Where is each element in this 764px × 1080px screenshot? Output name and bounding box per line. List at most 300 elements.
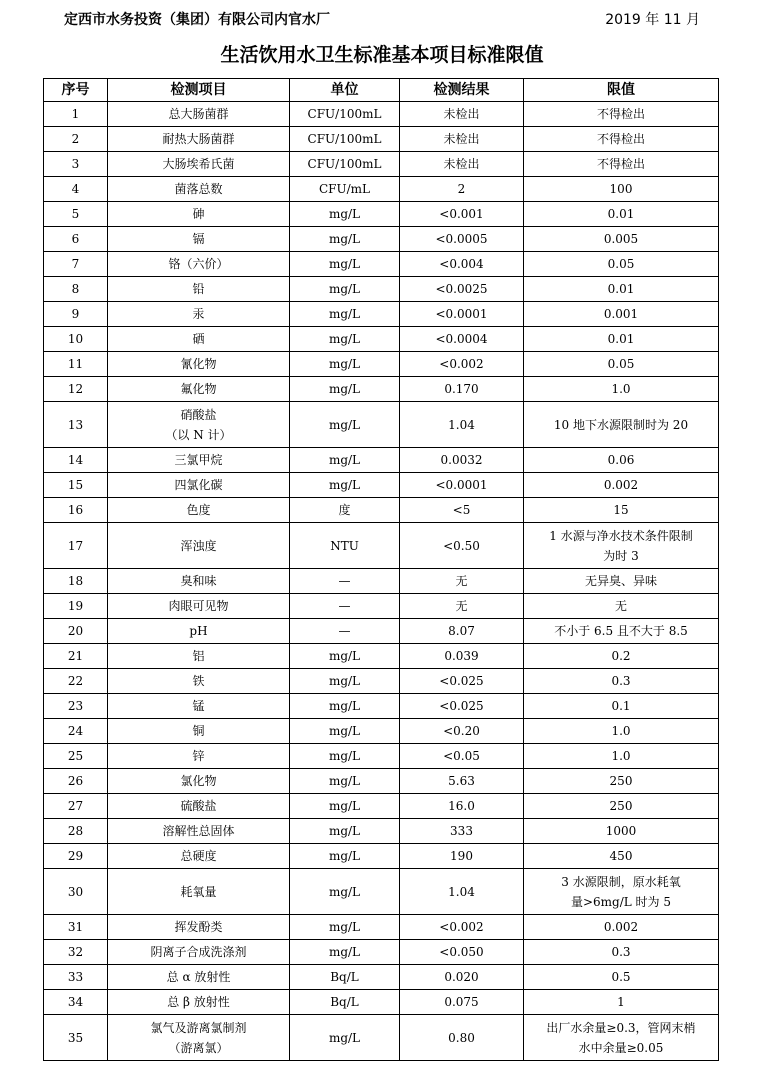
cell-limit-text: 不小于 6.5 且不大于 8.5 <box>554 623 688 638</box>
cell-limit <box>524 769 719 794</box>
cell-item-text: 挥发酚类 <box>174 919 223 934</box>
cell-limit <box>524 869 719 915</box>
cell-result <box>400 844 524 869</box>
cell-unit-text: — <box>338 623 351 638</box>
cell-no <box>44 177 108 202</box>
table-row <box>44 644 719 669</box>
cell-unit <box>290 644 400 669</box>
cell-no-text: 18 <box>67 573 84 588</box>
table-row <box>44 352 719 377</box>
cell-result-text: 无 <box>455 573 468 588</box>
cell-unit-text: mg/L <box>328 206 361 221</box>
cell-limit <box>524 402 719 448</box>
cell-unit-text: mg/L <box>328 648 361 663</box>
cell-unit-text: CFU/mL <box>318 181 370 196</box>
cell-limit-text: 10 地下水源限制时为 20 <box>553 417 689 432</box>
cell-result-text: 0.075 <box>444 994 479 1009</box>
cell-result-text: 未检出 <box>443 131 480 146</box>
cell-no <box>44 498 108 523</box>
cell-item <box>108 102 290 127</box>
cell-no <box>44 202 108 227</box>
cell-limit <box>524 202 719 227</box>
cell-result-text: 未检出 <box>443 156 480 171</box>
cell-limit <box>524 644 719 669</box>
table-row <box>44 869 719 915</box>
cell-result <box>400 227 524 252</box>
cell-limit-text: 250 <box>609 773 633 788</box>
table-row <box>44 594 719 619</box>
cell-limit-text: 15 <box>613 502 629 517</box>
cell-unit <box>290 569 400 594</box>
cell-unit <box>290 302 400 327</box>
cell-item-text: 氰化物 <box>180 356 217 371</box>
cell-limit <box>524 498 719 523</box>
cell-item <box>108 769 290 794</box>
cell-unit <box>290 498 400 523</box>
table-row <box>44 498 719 523</box>
table-header-row <box>44 79 719 102</box>
cell-result <box>400 794 524 819</box>
table-row <box>44 744 719 769</box>
cell-no-text: 13 <box>67 417 84 432</box>
cell-result <box>400 202 524 227</box>
cell-unit <box>290 277 400 302</box>
table-row <box>44 302 719 327</box>
cell-item <box>108 523 290 569</box>
cell-limit <box>524 990 719 1015</box>
table-row <box>44 794 719 819</box>
cell-item <box>108 844 290 869</box>
cell-unit-text: mg/L <box>328 477 361 492</box>
cell-item-text: 硫酸盐 <box>180 798 217 813</box>
cell-result-text: 无 <box>455 598 468 613</box>
table-row <box>44 127 719 152</box>
cell-no-text: 32 <box>67 944 84 959</box>
cell-unit <box>290 523 400 569</box>
cell-limit <box>524 102 719 127</box>
table-row <box>44 694 719 719</box>
cell-no <box>44 619 108 644</box>
cell-unit-text: 度 <box>338 502 351 517</box>
cell-result-text: <0.50 <box>443 538 480 553</box>
cell-unit-text: CFU/100mL <box>307 156 382 171</box>
cell-no-text: 16 <box>67 502 84 517</box>
cell-unit <box>290 377 400 402</box>
cell-no <box>44 940 108 965</box>
cell-result-text: 0.170 <box>444 381 479 396</box>
cell-item <box>108 277 290 302</box>
cell-item <box>108 719 290 744</box>
cell-unit <box>290 352 400 377</box>
cell-limit <box>524 127 719 152</box>
cell-unit <box>290 252 400 277</box>
cell-limit <box>524 473 719 498</box>
table-row <box>44 202 719 227</box>
cell-item-text: 铁 <box>192 673 205 688</box>
cell-unit <box>290 152 400 177</box>
cell-limit <box>524 669 719 694</box>
cell-item <box>108 202 290 227</box>
cell-limit-text: 0.05 <box>607 256 635 271</box>
cell-no <box>44 594 108 619</box>
cell-result <box>400 769 524 794</box>
cell-no <box>44 402 108 448</box>
cell-limit <box>524 227 719 252</box>
cell-item-text: 总 α 放射性 <box>166 969 231 984</box>
cell-no <box>44 744 108 769</box>
cell-no-text: 28 <box>67 823 84 838</box>
cell-unit <box>290 990 400 1015</box>
cell-unit-text: mg/L <box>328 673 361 688</box>
cell-item <box>108 402 290 448</box>
cell-item-text: 四氯化碳 <box>174 477 223 492</box>
cell-item-text: 总硬度 <box>180 848 217 863</box>
cell-limit-text: 不得检出 <box>596 156 645 171</box>
cell-limit <box>524 327 719 352</box>
cell-result <box>400 498 524 523</box>
cell-item <box>108 252 290 277</box>
cell-item <box>108 644 290 669</box>
cell-unit <box>290 965 400 990</box>
cell-unit <box>290 769 400 794</box>
cell-no <box>44 844 108 869</box>
cell-item <box>108 965 290 990</box>
cell-item <box>108 619 290 644</box>
cell-result-text: 0.0032 <box>440 452 483 467</box>
cell-no-text: 1 <box>71 106 80 121</box>
cell-unit <box>290 473 400 498</box>
cell-unit-text: mg/L <box>328 884 361 899</box>
cell-limit-text: 0.001 <box>603 306 639 321</box>
cell-no-text: 20 <box>67 623 84 638</box>
cell-unit-text: mg/L <box>328 356 361 371</box>
cell-no-text: 9 <box>71 306 80 321</box>
cell-no <box>44 252 108 277</box>
cell-item <box>108 302 290 327</box>
cell-item <box>108 127 290 152</box>
cell-item-text: 铬（六价） <box>168 256 229 271</box>
cell-no-text: 14 <box>67 452 84 467</box>
cell-item <box>108 869 290 915</box>
cell-item <box>108 227 290 252</box>
cell-item <box>108 327 290 352</box>
cell-no-text: 23 <box>67 698 84 713</box>
table-row <box>44 377 719 402</box>
column-header-unit: 单位 <box>290 79 400 102</box>
cell-result <box>400 473 524 498</box>
cell-unit-text: mg/L <box>328 944 361 959</box>
cell-result <box>400 377 524 402</box>
cell-item-text: 臭和味 <box>180 573 217 588</box>
cell-no <box>44 523 108 569</box>
cell-unit <box>290 102 400 127</box>
cell-result-text: <0.004 <box>439 256 484 271</box>
cell-result <box>400 990 524 1015</box>
cell-unit <box>290 719 400 744</box>
cell-result-text: <5 <box>452 502 471 517</box>
cell-limit <box>524 694 719 719</box>
cell-limit <box>524 594 719 619</box>
cell-result <box>400 719 524 744</box>
cell-result <box>400 152 524 177</box>
cell-no-text: 26 <box>67 773 84 788</box>
cell-limit <box>524 352 719 377</box>
cell-item-text: 镉 <box>192 231 205 246</box>
table-row <box>44 940 719 965</box>
standards-table <box>43 78 719 1061</box>
cell-unit-text: mg/L <box>328 1030 361 1045</box>
cell-no-text: 3 <box>71 156 80 171</box>
cell-limit <box>524 277 719 302</box>
cell-result-text: <0.0004 <box>435 331 488 346</box>
cell-no-text: 22 <box>67 673 84 688</box>
cell-no-text: 8 <box>71 281 80 296</box>
cell-no <box>44 473 108 498</box>
table-row <box>44 819 719 844</box>
cell-item-text: 肉眼可见物 <box>168 598 229 613</box>
cell-result <box>400 819 524 844</box>
cell-limit-text: 0.01 <box>607 206 635 221</box>
cell-unit <box>290 619 400 644</box>
cell-unit-text: mg/L <box>328 331 361 346</box>
cell-limit-text: 0.5 <box>611 969 631 984</box>
cell-no <box>44 694 108 719</box>
cell-unit <box>290 744 400 769</box>
cell-item-text: 总大肠菌群 <box>168 106 229 121</box>
cell-no <box>44 127 108 152</box>
cell-result-text: 8.07 <box>448 623 475 638</box>
cell-unit-text: NTU <box>330 538 359 553</box>
cell-unit-text: Bq/L <box>330 969 359 984</box>
report-date: 2019 年 11 月 <box>605 12 700 28</box>
cell-no <box>44 377 108 402</box>
cell-result <box>400 644 524 669</box>
cell-item <box>108 377 290 402</box>
column-header-item: 检测项目 <box>108 79 290 102</box>
cell-no-text: 29 <box>67 848 84 863</box>
cell-result <box>400 252 524 277</box>
cell-item <box>108 594 290 619</box>
cell-no-text: 5 <box>71 206 80 221</box>
cell-limit-text: 1.0 <box>611 748 631 763</box>
cell-result <box>400 619 524 644</box>
cell-no <box>44 644 108 669</box>
cell-no <box>44 869 108 915</box>
cell-item-text: 氟化物 <box>180 381 217 396</box>
cell-limit <box>524 152 719 177</box>
cell-item <box>108 569 290 594</box>
cell-item-text: 硝酸盐 （以 N 计） <box>165 407 232 442</box>
cell-no <box>44 1015 108 1061</box>
cell-item <box>108 990 290 1015</box>
cell-unit-text: CFU/100mL <box>307 106 382 121</box>
cell-item-text: 浑浊度 <box>180 538 217 553</box>
table-row <box>44 769 719 794</box>
cell-unit-text: mg/L <box>328 417 361 432</box>
cell-result <box>400 352 524 377</box>
cell-unit-text: Bq/L <box>330 994 359 1009</box>
cell-unit <box>290 819 400 844</box>
cell-item-text: 汞 <box>192 306 205 321</box>
cell-result <box>400 102 524 127</box>
table-row <box>44 719 719 744</box>
cell-item <box>108 498 290 523</box>
cell-result <box>400 744 524 769</box>
cell-unit-text: — <box>338 573 351 588</box>
table-row <box>44 277 719 302</box>
cell-result-text: <0.002 <box>439 919 484 934</box>
cell-no <box>44 302 108 327</box>
cell-limit-text: 1000 <box>605 823 637 838</box>
cell-result <box>400 277 524 302</box>
table-row <box>44 252 719 277</box>
cell-item <box>108 819 290 844</box>
cell-no <box>44 719 108 744</box>
cell-no-text: 30 <box>67 884 84 899</box>
cell-limit-text: 0.005 <box>603 231 639 246</box>
cell-result-text: <0.025 <box>439 698 484 713</box>
cell-limit <box>524 794 719 819</box>
cell-limit-text: 0.01 <box>607 281 635 296</box>
cell-result-text: 0.80 <box>448 1030 475 1045</box>
cell-no <box>44 965 108 990</box>
cell-unit <box>290 594 400 619</box>
cell-unit <box>290 869 400 915</box>
cell-item-text: 耐热大肠菌群 <box>162 131 235 146</box>
cell-result-text: 333 <box>450 823 473 838</box>
cell-unit <box>290 327 400 352</box>
cell-no <box>44 352 108 377</box>
cell-limit-text: 0.2 <box>611 648 631 663</box>
cell-no-text: 12 <box>67 381 84 396</box>
cell-item-text: 砷 <box>192 206 205 221</box>
cell-result-text: <0.002 <box>439 356 484 371</box>
cell-item-text: 三氯甲烷 <box>174 452 223 467</box>
cell-item-text: 铜 <box>192 723 205 738</box>
cell-limit <box>524 177 719 202</box>
cell-no-text: 2 <box>71 131 80 146</box>
cell-unit <box>290 669 400 694</box>
table-row <box>44 1015 719 1061</box>
cell-result-text: <0.05 <box>443 748 480 763</box>
cell-unit <box>290 940 400 965</box>
cell-unit-text: CFU/100mL <box>307 131 382 146</box>
cell-item-text: 锌 <box>192 748 205 763</box>
table-row <box>44 327 719 352</box>
cell-limit <box>524 940 719 965</box>
cell-result-text: <0.0001 <box>435 306 488 321</box>
cell-unit <box>290 402 400 448</box>
cell-item <box>108 940 290 965</box>
cell-result-text: 190 <box>450 848 473 863</box>
cell-no-text: 24 <box>67 723 84 738</box>
cell-limit-text: 无异臭、异味 <box>584 573 657 588</box>
table-row <box>44 448 719 473</box>
cell-no-text: 25 <box>67 748 84 763</box>
cell-limit <box>524 819 719 844</box>
cell-limit <box>524 569 719 594</box>
cell-result-text: 未检出 <box>443 106 480 121</box>
cell-unit <box>290 1015 400 1061</box>
cell-limit-text: 不得检出 <box>596 106 645 121</box>
cell-limit <box>524 523 719 569</box>
cell-limit-text: 0.01 <box>607 331 635 346</box>
cell-no <box>44 327 108 352</box>
table-body <box>44 102 719 1061</box>
cell-unit-text: mg/L <box>328 823 361 838</box>
cell-limit-text: 1.0 <box>611 381 631 396</box>
cell-unit-text: mg/L <box>328 231 361 246</box>
column-header-limit: 限值 <box>524 79 719 102</box>
cell-limit-text: 450 <box>609 848 633 863</box>
cell-limit-text: 1 水源与净水技术条件限制 为时 3 <box>549 528 693 563</box>
cell-limit <box>524 302 719 327</box>
cell-no <box>44 769 108 794</box>
cell-unit <box>290 794 400 819</box>
cell-no-text: 11 <box>67 356 84 371</box>
cell-result <box>400 594 524 619</box>
cell-no-text: 31 <box>67 919 84 934</box>
cell-item-text: 阴离子合成洗涤剂 <box>150 944 247 959</box>
cell-item <box>108 669 290 694</box>
cell-unit-text: mg/L <box>328 848 361 863</box>
cell-limit <box>524 719 719 744</box>
cell-result-text: 2 <box>457 181 466 196</box>
column-header-result: 检测结果 <box>400 79 524 102</box>
cell-item-text: 溶解性总固体 <box>162 823 235 838</box>
cell-unit <box>290 844 400 869</box>
cell-result-text: <0.050 <box>439 944 484 959</box>
cell-unit-text: mg/L <box>328 798 361 813</box>
cell-result-text: 0.020 <box>444 969 479 984</box>
cell-limit <box>524 252 719 277</box>
table-row <box>44 227 719 252</box>
cell-no-text: 10 <box>67 331 84 346</box>
cell-result-text: <0.025 <box>439 673 484 688</box>
cell-item <box>108 915 290 940</box>
cell-result <box>400 915 524 940</box>
cell-result-text: <0.001 <box>439 206 484 221</box>
cell-item <box>108 473 290 498</box>
cell-no <box>44 794 108 819</box>
cell-no <box>44 669 108 694</box>
cell-result-text: <0.0025 <box>435 281 488 296</box>
cell-unit-text: mg/L <box>328 281 361 296</box>
cell-no <box>44 448 108 473</box>
cell-limit-text: 1.0 <box>611 723 631 738</box>
cell-limit <box>524 744 719 769</box>
cell-item-text: 氯气及游离氯制剂 （游离氯） <box>150 1020 247 1055</box>
cell-unit <box>290 202 400 227</box>
cell-no-text: 4 <box>71 181 80 196</box>
cell-result <box>400 965 524 990</box>
cell-result <box>400 523 524 569</box>
table-row <box>44 915 719 940</box>
cell-result <box>400 694 524 719</box>
cell-result-text: <0.0001 <box>435 477 488 492</box>
cell-unit-text: mg/L <box>328 748 361 763</box>
cell-item-text: 菌落总数 <box>174 181 223 196</box>
cell-limit <box>524 915 719 940</box>
cell-unit <box>290 177 400 202</box>
column-header-no: 序号 <box>44 79 108 102</box>
cell-limit-text: 0.002 <box>603 477 639 492</box>
cell-item <box>108 694 290 719</box>
cell-limit-text: 3 水源限制，原水耗氧 量>6mg/L 时为 5 <box>561 874 681 909</box>
cell-item-text: 耗氧量 <box>180 884 217 899</box>
cell-result-text: 1.04 <box>448 417 475 432</box>
cell-item-text: 铝 <box>192 648 205 663</box>
